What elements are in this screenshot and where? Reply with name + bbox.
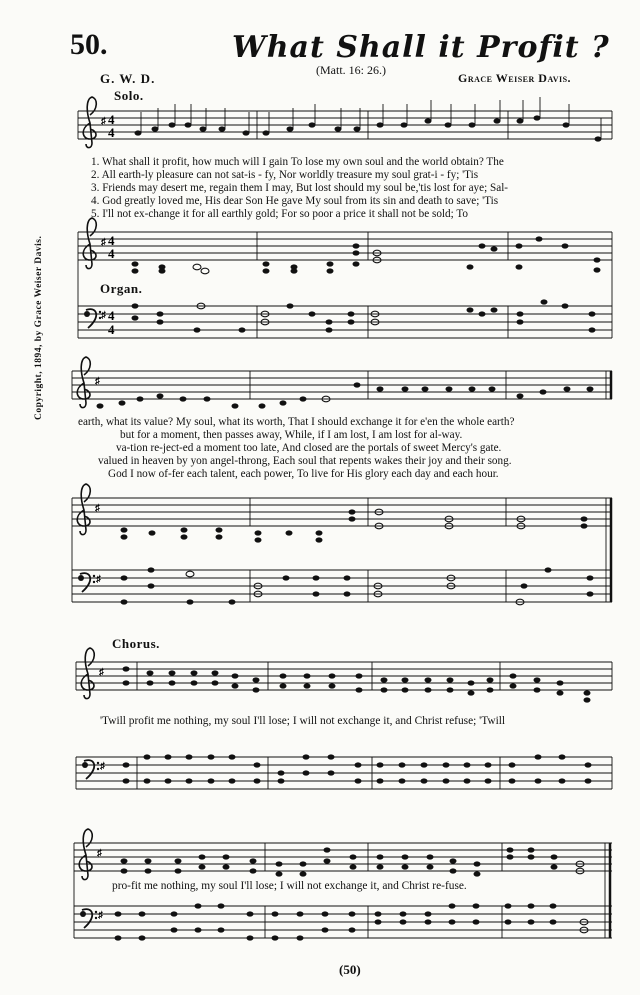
- svg-text:4: 4: [108, 125, 115, 140]
- chorus-notes-2: [115, 847, 558, 940]
- hymn-number: 50.: [70, 28, 108, 61]
- svg-text:4: 4: [108, 246, 115, 261]
- verse-line-2: 2. All earth-ly pleasure can not sat-is - fy, Nor worldly treasure my soul grat-i - fy; 'Tis: [91, 169, 479, 181]
- organ-label: Organ.: [100, 281, 143, 296]
- verse-line-1: earth, what its value? My soul, what its worth, That I should exchange it for e'en the whole earth?: [78, 416, 515, 428]
- solo-label: Solo.: [114, 88, 144, 103]
- verse-line-3: va-tion re-ject-ed a moment too late, And closed are the portals of sweet Mercy's gate.: [116, 442, 502, 454]
- svg-text:♯: ♯: [95, 503, 100, 514]
- svg-text:♯: ♯: [98, 910, 103, 921]
- svg-text:4: 4: [108, 233, 115, 248]
- chorus-label: Chorus.: [112, 636, 160, 651]
- svg-text:♯: ♯: [95, 376, 100, 387]
- verses-system-1: [91, 156, 508, 221]
- verse-line-5: God I now of-fer each talent, each power, To live for His glory each day and each hour.: [108, 468, 499, 480]
- page-number: (50): [339, 962, 361, 977]
- svg-text:♯: ♯: [101, 116, 106, 127]
- organ-bass-staff-system-1: [78, 299, 612, 338]
- svg-text:4: 4: [108, 308, 115, 323]
- svg-text:♯: ♯: [96, 574, 101, 585]
- hymn-title: What Shall it Profit ?: [232, 30, 610, 65]
- svg-text:♯: ♯: [101, 310, 106, 321]
- lyricist-initials: G. W. D.: [100, 71, 156, 86]
- svg-text:♯: ♯: [101, 237, 106, 248]
- chorus-lyrics-line-2: pro-fit me nothing, my soul I'll lose; I will not exchange it, and Christ re-fuse.: [112, 880, 467, 892]
- verse-line-5: 5. I'll not ex-change it for all earthly gold; For so poor a price it shall not be sold; To: [91, 208, 468, 220]
- svg-text:4: 4: [108, 112, 115, 127]
- organ-staves-system-2: [72, 484, 612, 605]
- scripture-reference: (Matt. 16: 26.): [316, 63, 386, 77]
- svg-text:♯: ♯: [99, 667, 104, 678]
- composer-name: Grace Weiser Davis.: [458, 71, 572, 85]
- copyright-notice: Copyright, 1894, by Grace Weiser Davis.: [34, 235, 44, 420]
- verse-line-3: 3. Friends may desert me, regain them I may, But lost should my soul be,'tis lost for aye; Sal-: [91, 182, 509, 194]
- verse-line-4: valued in heaven by yon angel-throng, Each soul that repents wakes their joy and their song.: [98, 455, 512, 467]
- solo-staff-system-2: [72, 357, 612, 409]
- solo-staff-system-1: [78, 97, 612, 148]
- verse-line-1: 1. What shall it profit, how much will I gain To lose my own soul and the world obtain? The: [91, 156, 504, 168]
- svg-text:♯: ♯: [97, 848, 102, 859]
- verse-line-4: 4. God greatly loved me, His dear Son He gave My soul from its sin and death to save; 'Tis: [91, 195, 499, 207]
- svg-text:4: 4: [108, 322, 115, 337]
- chorus-lyrics-line-1: 'Twill profit me nothing, my soul I'll lose; I will not exchange it, and Christ refuse; 'Twill: [100, 715, 506, 727]
- verse-line-2: but for a moment, then passes away, While, if I am lost, I am lost for al-way.: [120, 429, 463, 441]
- svg-text:♯: ♯: [100, 761, 105, 772]
- verses-system-2: [78, 416, 514, 481]
